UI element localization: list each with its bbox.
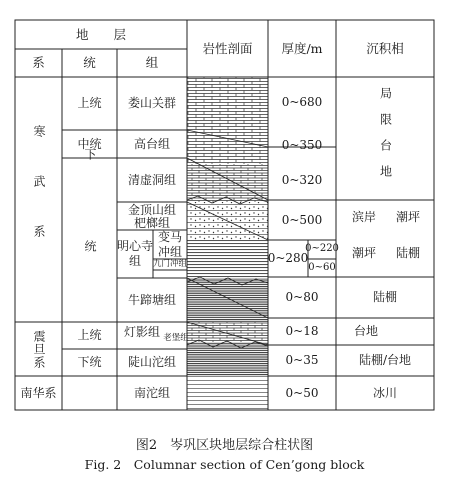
- figure-caption-en: Fig. 2 Columnar section of Cen’gong block: [84, 457, 365, 472]
- thickness-doushantuo: 0~35: [285, 353, 319, 367]
- thickness-nantuo: 0~50: [285, 385, 319, 400]
- formation-gaotai: 高台组: [133, 136, 170, 151]
- facies-tidal-flat-2: 潮坪: [351, 245, 376, 260]
- thickness-qingxudong: 0~320: [281, 172, 323, 187]
- facies-shelf-platform: 陆棚/台地: [358, 353, 412, 367]
- system-nanhua: 南华系: [20, 385, 57, 400]
- formation-laobao: 老堡组: [163, 332, 189, 343]
- facies-coastal: 滨岸: [351, 209, 376, 224]
- series-sinian-lower: 下统: [77, 355, 102, 369]
- series-header: 统: [83, 55, 96, 71]
- formation-loushanguan: 娄山关群: [127, 96, 176, 110]
- thickness-gaotai: 0~350: [281, 137, 323, 152]
- system-sinian: 震旦系: [32, 329, 46, 369]
- thickness-header: 厚度/m: [281, 40, 323, 56]
- system-header: 系: [32, 55, 45, 71]
- formation-balang: 杷榔组: [133, 215, 170, 230]
- thickness-dengying: 0~18: [285, 324, 319, 338]
- formation-qingxudong: 清虚洞组: [127, 172, 176, 187]
- thickness-jiumenchong: 0~60: [308, 261, 336, 273]
- formation-niutitang: 牛蹄塘组: [127, 292, 176, 307]
- facies-land-shelf-1: 陆棚: [395, 245, 420, 260]
- facies-glacier: 冰川: [372, 385, 397, 400]
- thickness-bianmachong: 0~220: [305, 243, 339, 255]
- thickness-mingxinsi: 0~280: [267, 251, 309, 265]
- formation-doushantuo: 陡山沱组: [127, 355, 176, 369]
- formation-mingxinsi: 明心寺组: [117, 239, 154, 268]
- facies-header: 沉积相: [366, 40, 404, 56]
- formation-jiumenchong: 九门冲组: [153, 259, 188, 270]
- thickness-jindingshan: 0~500: [281, 212, 323, 227]
- system-cambrian: 寒武系: [32, 124, 46, 275]
- thickness-niutitang: 0~80: [285, 290, 319, 304]
- facies-tidal-flat-1: 潮坪: [395, 209, 420, 224]
- formation-nantuo: 南沱组: [133, 385, 170, 400]
- series-cambrian-lower: 下统: [83, 148, 97, 332]
- facies-restricted-platform: 局限台地: [378, 86, 393, 191]
- formation-bianmachong: 变马冲组: [157, 229, 182, 259]
- series-cambrian-upper: 上统: [77, 96, 102, 110]
- lithology-column: [187, 77, 268, 410]
- series-sinian-upper: 上统: [77, 328, 102, 342]
- formation-dengying: 灯影组: [123, 324, 160, 339]
- series-cambrian-middle: 中统: [77, 136, 102, 151]
- facies-platform: 台地: [353, 324, 378, 338]
- thickness-loushanguan: 0~680: [281, 94, 323, 109]
- strata-header: 地 层: [75, 26, 126, 42]
- formation-jindingshan: 金顶山组: [127, 202, 176, 217]
- facies-land-shelf-2: 陆棚: [372, 290, 397, 304]
- figure-caption-zh: 图2 岑巩区块地层综合柱状图: [135, 438, 314, 453]
- formation-header: 组: [145, 55, 159, 71]
- lithology-header: 岩性剖面: [202, 40, 253, 56]
